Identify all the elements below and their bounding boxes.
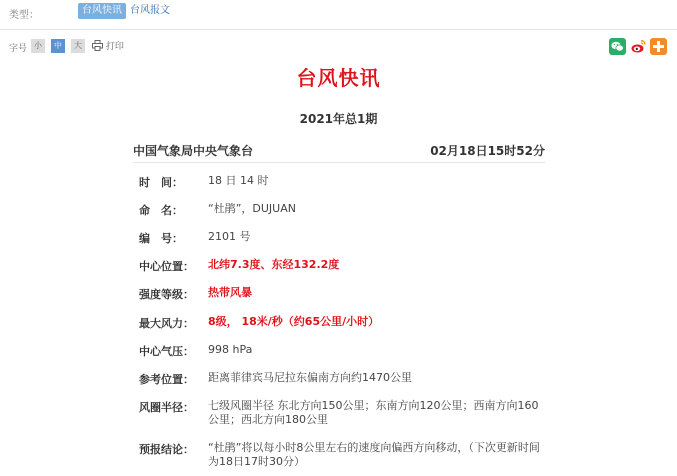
type-bar	[0, 0, 677, 30]
wechat-share-button[interactable]	[609, 38, 626, 55]
weibo-share-button[interactable]	[630, 38, 647, 55]
info-value: “杜鹃”将以每小时8公里左右的速度向偏西方向移动，（下次更新时间为18日17时30分）	[208, 441, 540, 468]
info-label: 中心位置：	[139, 260, 194, 273]
info-value: 七级风圈半径 东北方向150公里；东南方向120公里；西南方向160公里；西北方向180公里	[208, 399, 539, 426]
plus-icon	[650, 38, 667, 55]
bulletin-issue: 2021年总1期	[299, 112, 378, 126]
font-size-large-button[interactable]: 大	[71, 39, 85, 53]
print-label: 打印	[105, 42, 124, 52]
info-label: 预报结论：	[139, 443, 194, 456]
info-label: 时 间：	[139, 176, 183, 189]
info-value: 距离菲律宾马尼拉东偏南方向约1470公里	[208, 371, 412, 384]
bulletin-header	[133, 142, 545, 163]
toolbar	[0, 38, 677, 56]
wechat-icon	[609, 38, 626, 55]
info-label: 命 名：	[139, 204, 183, 217]
issued-time: 02月18日15时52分	[430, 144, 545, 158]
info-value: 北纬7.3度、东经132.2度	[208, 258, 340, 271]
more-share-button[interactable]	[650, 38, 667, 55]
tab-typhoon-message[interactable]: 台风报文	[130, 5, 170, 16]
info-value: 8级， 18米/秒（约65公里/小时）	[208, 315, 380, 328]
issuing-agency: 中国气象局中央气象台	[133, 144, 254, 158]
printer-icon	[92, 40, 103, 51]
info-value: 2101 号	[208, 230, 251, 243]
weibo-icon	[630, 38, 647, 55]
info-label: 风圈半径：	[139, 401, 194, 414]
info-label: 参考位置：	[139, 373, 194, 386]
type-label: 类型：	[9, 10, 39, 21]
info-label: 中心气压：	[139, 345, 194, 358]
font-size-label: 字号	[9, 44, 28, 54]
font-size-small-button[interactable]: 小	[31, 39, 45, 53]
info-value: 热带风暴	[208, 286, 252, 299]
info-value: 998 hPa	[208, 343, 253, 356]
print-button[interactable]	[92, 39, 124, 52]
info-label: 编 号：	[139, 232, 183, 245]
info-label: 强度等级：	[139, 288, 194, 301]
bulletin-title: 台风快讯	[296, 66, 381, 90]
tab-typhoon-bulletin[interactable]: 台风快讯	[78, 3, 126, 19]
info-value: 18 日 14 时	[208, 174, 269, 187]
font-size-medium-button[interactable]: 中	[51, 39, 65, 53]
info-value: “杜鹃”，DUJUAN	[208, 202, 296, 215]
info-label: 最大风力：	[139, 317, 194, 330]
